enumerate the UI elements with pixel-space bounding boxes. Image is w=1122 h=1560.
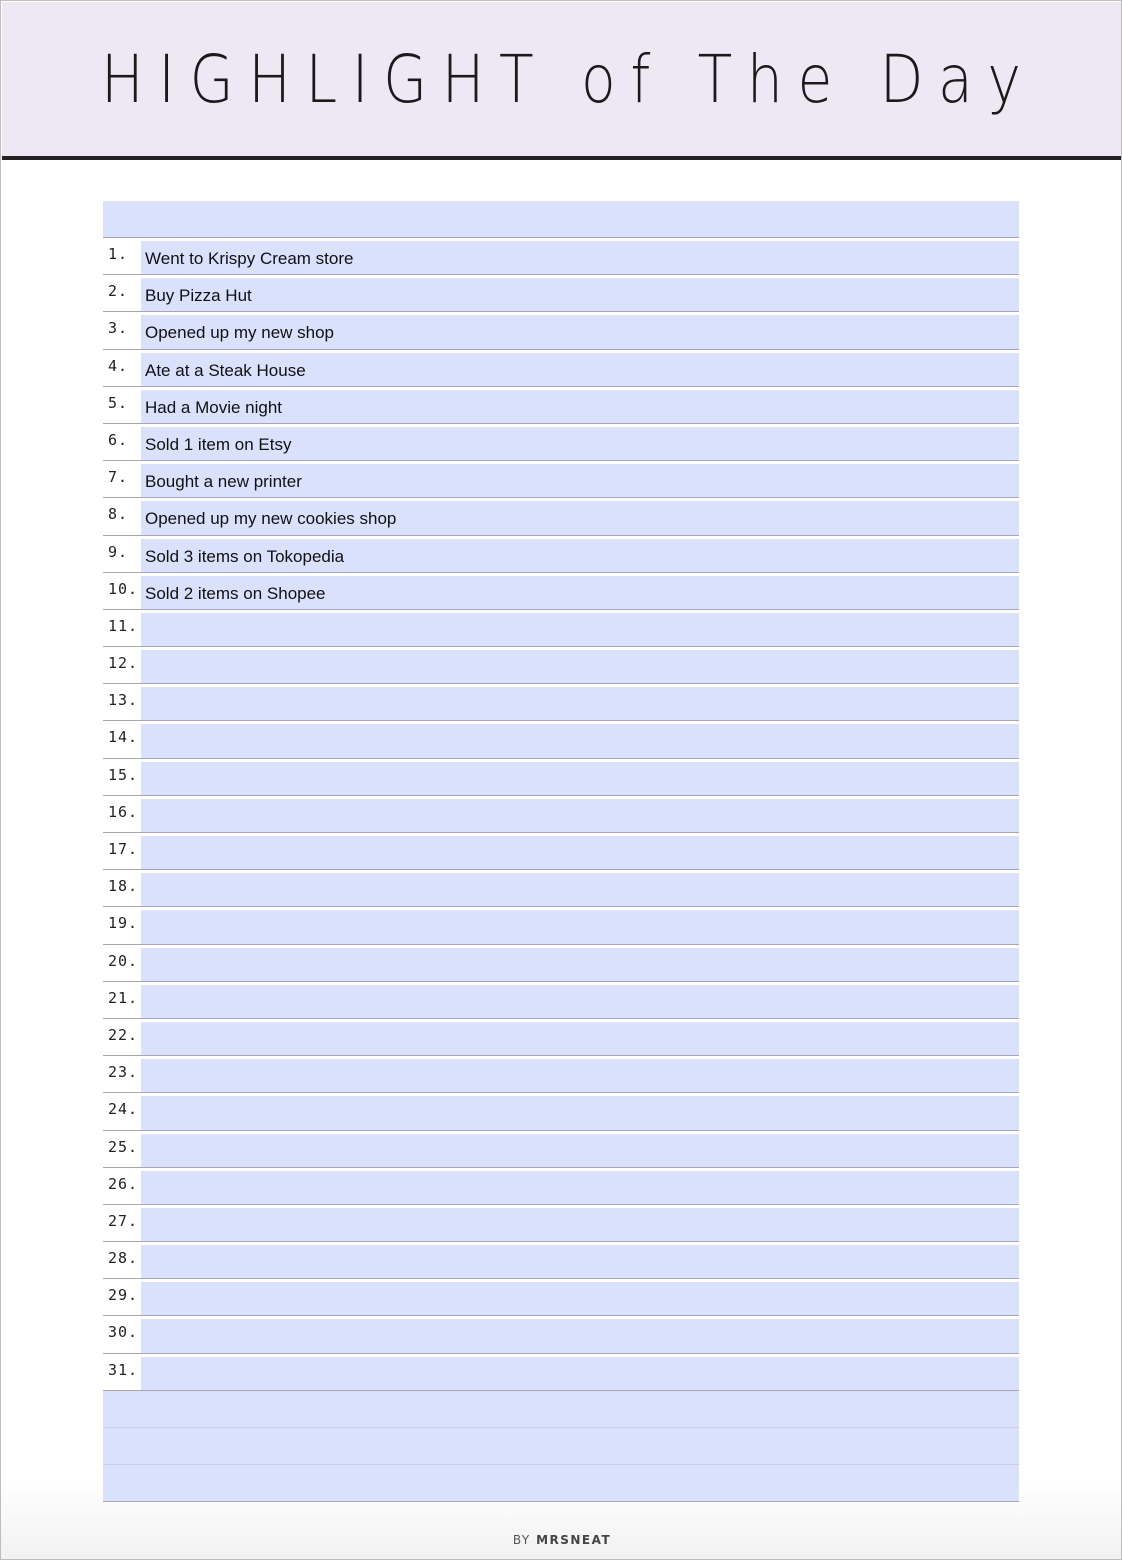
row-number: 17.: [103, 836, 141, 869]
highlight-entry-field[interactable]: [141, 724, 1019, 757]
highlight-entry-field[interactable]: [141, 650, 1019, 683]
table-footer-band: [103, 1465, 1019, 1502]
table-row: [103, 610, 1019, 647]
table-row: [103, 647, 1019, 684]
credit-line: [1, 1533, 1122, 1547]
row-number: 12.: [103, 650, 141, 683]
highlights-table: [103, 201, 1019, 1502]
highlight-entry-field[interactable]: [141, 1208, 1019, 1241]
credit-by: BY: [512, 1533, 531, 1547]
table-row: [103, 684, 1019, 721]
highlight-entry-field[interactable]: [141, 948, 1019, 981]
table-header-band: [103, 201, 1019, 238]
table-row: [103, 1205, 1019, 1242]
row-number: 22.: [103, 1022, 141, 1055]
table-row: [103, 870, 1019, 907]
table-row: [103, 275, 1019, 312]
table-row: [103, 1242, 1019, 1279]
highlights-rows: [103, 238, 1019, 1391]
row-number: 8.: [103, 501, 141, 534]
table-row: [103, 1279, 1019, 1316]
table-row: [103, 536, 1019, 573]
highlight-entry-field[interactable]: [141, 1134, 1019, 1167]
row-number: 23.: [103, 1059, 141, 1092]
title-rest: of The Day: [581, 40, 1036, 118]
header-banner: [2, 2, 1121, 160]
table-row: [103, 1131, 1019, 1168]
table-row: [103, 1093, 1019, 1130]
highlight-entry-field[interactable]: [141, 1319, 1019, 1352]
highlight-entry-field[interactable]: [141, 836, 1019, 869]
highlight-entry-field[interactable]: [141, 1171, 1019, 1204]
highlight-entry-field[interactable]: [141, 762, 1019, 795]
row-number: 13.: [103, 687, 141, 720]
highlight-entry-field[interactable]: [141, 873, 1019, 906]
highlight-entry-field[interactable]: [141, 910, 1019, 943]
row-number: 27.: [103, 1208, 141, 1241]
row-number: 29.: [103, 1282, 141, 1315]
table-row: [103, 759, 1019, 796]
table-row: [103, 238, 1019, 275]
row-number: 28.: [103, 1245, 141, 1278]
row-number: 15.: [103, 762, 141, 795]
highlight-entry-field[interactable]: [141, 613, 1019, 646]
highlight-entry-field[interactable]: [141, 1282, 1019, 1315]
table-footer-band: [103, 1428, 1019, 1465]
highlight-entry-field[interactable]: [141, 1022, 1019, 1055]
row-number: 3.: [103, 315, 141, 348]
row-number: 14.: [103, 724, 141, 757]
highlight-entry-field[interactable]: Sold 3 items on Tokopedia: [141, 539, 1019, 572]
table-row: [103, 1019, 1019, 1056]
highlight-entry-field[interactable]: Sold 1 item on Etsy: [141, 427, 1019, 460]
table-row: [103, 350, 1019, 387]
row-number: 7.: [103, 464, 141, 497]
table-row: [103, 424, 1019, 461]
table-row: [103, 1168, 1019, 1205]
table-row: [103, 796, 1019, 833]
row-number: 4.: [103, 353, 141, 386]
highlight-entry-field[interactable]: [141, 687, 1019, 720]
table-row: [103, 573, 1019, 610]
table-row: [103, 721, 1019, 758]
row-number: 20.: [103, 948, 141, 981]
highlight-entry-field[interactable]: [141, 1096, 1019, 1129]
row-number: 6.: [103, 427, 141, 460]
row-number: 21.: [103, 985, 141, 1018]
highlight-entry-field[interactable]: Ate at a Steak House: [141, 353, 1019, 386]
row-number: 31.: [103, 1357, 141, 1390]
table-row: [103, 1056, 1019, 1093]
table-row: [103, 833, 1019, 870]
row-number: 25.: [103, 1134, 141, 1167]
row-number: 30.: [103, 1319, 141, 1352]
highlight-entry-field[interactable]: Had a Movie night: [141, 390, 1019, 423]
highlight-entry-field[interactable]: Buy Pizza Hut: [141, 278, 1019, 311]
row-number: 1.: [103, 241, 141, 274]
highlight-entry-field[interactable]: Bought a new printer: [141, 464, 1019, 497]
table-row: [103, 982, 1019, 1019]
highlight-entry-field[interactable]: [141, 1245, 1019, 1278]
highlight-entry-field[interactable]: Sold 2 items on Shopee: [141, 576, 1019, 609]
page-title: [87, 41, 1035, 118]
row-number: 16.: [103, 799, 141, 832]
table-row: [103, 461, 1019, 498]
row-number: 11.: [103, 613, 141, 646]
row-number: 26.: [103, 1171, 141, 1204]
highlight-entry-field[interactable]: [141, 1059, 1019, 1092]
table-row: [103, 387, 1019, 424]
row-number: 5.: [103, 390, 141, 423]
row-number: 9.: [103, 539, 141, 572]
table-row: [103, 1354, 1019, 1391]
credit-brand: MRSNEAT: [536, 1533, 612, 1547]
title-main: HIGHLIGHT: [101, 40, 549, 118]
row-number: 24.: [103, 1096, 141, 1129]
table-row: [103, 312, 1019, 349]
table-row: [103, 945, 1019, 982]
table-row: [103, 498, 1019, 535]
highlight-entry-field[interactable]: Opened up my new shop: [141, 315, 1019, 348]
highlight-entry-field[interactable]: Opened up my new cookies shop: [141, 501, 1019, 534]
highlight-entry-field[interactable]: Went to Krispy Cream store: [141, 241, 1019, 274]
highlight-entry-field[interactable]: [141, 985, 1019, 1018]
table-row: [103, 907, 1019, 944]
highlight-entry-field[interactable]: [141, 799, 1019, 832]
table-row: [103, 1316, 1019, 1353]
highlight-entry-field[interactable]: [141, 1357, 1019, 1390]
row-number: 18.: [103, 873, 141, 906]
table-footer-band: [103, 1391, 1019, 1428]
row-number: 2.: [103, 278, 141, 311]
row-number: 19.: [103, 910, 141, 943]
row-number: 10.: [103, 576, 141, 609]
